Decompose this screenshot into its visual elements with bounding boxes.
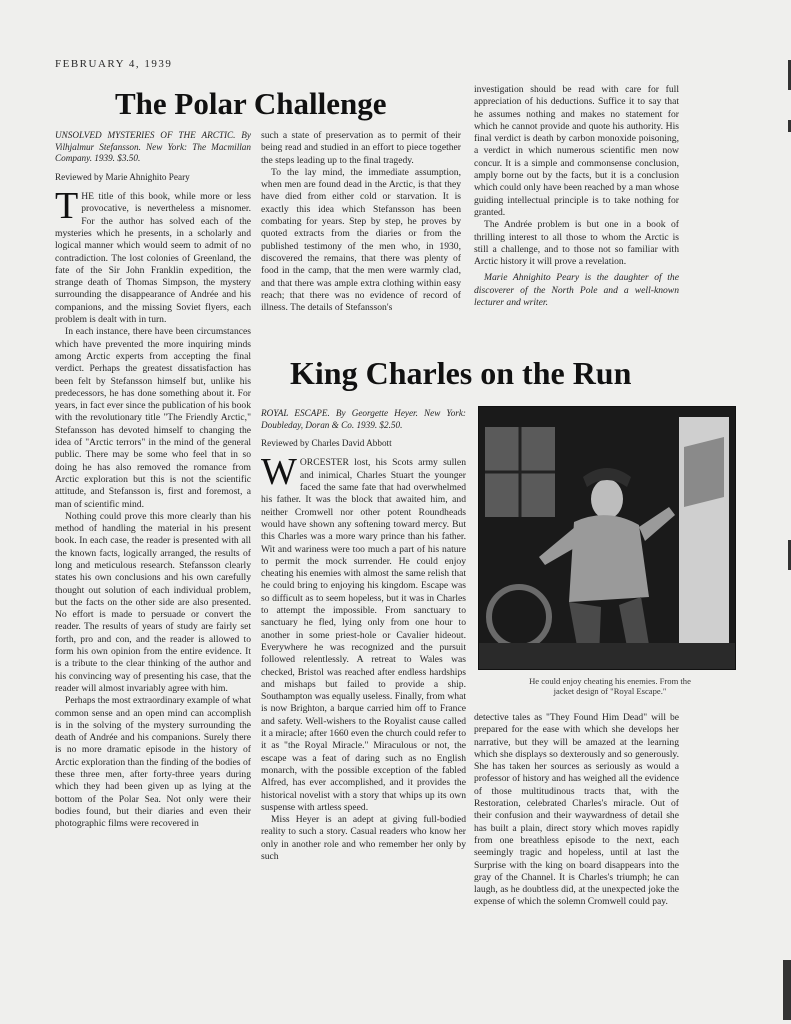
article2-reviewer: Reviewed by Charles David Abbott: [261, 438, 392, 449]
article1-paragraph: To the lay mind, the immediate assumption, when men are found dead in the Arctic, is that they have died from either cold or starvation. It is exactly this idea which Stefansson has been combating for years. Step by step, he proves by quoted extracts from the diaries or from the published testimony of the men who, in 1930, discovered the remains, that there was plenty of food in the camp, that the men were warmly clad, and that there was ample extra clothing within easy reach; that there was no evidence of record of illness. The details of Stefansson's: [261, 166, 461, 314]
article1-headline: The Polar Challenge: [115, 86, 387, 121]
article1-reviewer: Reviewed by Marie Ahnighito Peary: [55, 171, 190, 182]
article1-paragraph: Nothing could prove this more clearly than his method of handling the material in his present book. In each case, the reader is presented with all the known facts, logically arranged, the results of long and meticulous research. Stefansson clearly states his own conclusions and his own carefully thought out solution of each individual problem, but the facts on the other side are also presented. No effort is made to persuade or convert the reader. The results of years of study are fairly set forth, pro and con, and the reader is allowed to form his own opinion from the entire evidence. It is a tribute to the clear thinking of the author and his convincing way of presenting his case, that the reader will almost invariably agree with him.: [55, 510, 251, 694]
article2-headline: King Charles on the Run: [290, 355, 632, 391]
article1-paragraph: In each instance, there have been circumstances which have prevented the more inquiring minds among Arctic experts from accepting the final verdict. Perhaps the greatest dissatisfaction has been felt by Stefansson himself but, unlike his predecessors, he has done something about it. For years, in fact ever since the publication of his book with the revolutionary title "The Friendly Arctic," Stefansson has devoted himself to changing the idea of "Arctic terrors" in the mind of the general public. There may be some who feel that in so doing he has also removed the romance from Arctic exploration but this is not the scientific attitude, and Stefansson is, first and foremost, a man of scientific mind.: [55, 326, 251, 510]
article2-column-1: [261, 408, 466, 968]
royal-escape-illustration: [478, 406, 736, 670]
article2-bibliographic-info: ROYAL ESCAPE. By Georgette Heyer. New York: Doubleday, Doran & Co. 1939. $2.50.: [261, 408, 466, 430]
article1-paragraph: investigation should be read with care for full appreciation of his deductions. Suffice it to say that he assumes nothing and makes no statement for which he cannot provide and quote his authority. His final verdict is death by carbon monoxide poisoning, a verdict in which numerous scientific men now concur. It is a simple and commonsense conclusion, amply borne out by the facts, but it is a conclusion which could only have been reached by a man whose guiding intellectual principle is to take nothing for granted.: [474, 84, 679, 218]
article1-author-bio: Marie Ahnighito Peary is the daughter of the discoverer of the North Pole and a well-known lecturer and writer.: [474, 272, 679, 309]
illustration-drawing: [479, 407, 735, 669]
article2-column-2: [474, 712, 679, 964]
article2-paragraph: WORCESTER lost, his Scots army sullen and inimical, Charles Stuart the younger faced the same fate that had overwhelmed his father. It was the block that awaited him, and neither Cromwell nor other potent Roundheads would have shown any softening toward mercy. But this Charles was a more wary prince than his father. Wit and wariness were too much a part of his nature to permit the mock surrender. He could enjoy cheating his enemies with almost the same relish that he could bring to enjoying his kingdom. Escape was so difficult as to seem hopeless, but it was in Charles to attempt the impossible. From sanctuary to sanctuary he fled, lying only from one hour to another in some priest-hole or Cavalier hideout. Everywhere he was recognized and the pursuit followed relentlessly. A retreat to Wales was checked, Bristol was reached after endless hardships and mishaps but failed to provide a ship. Southampton was equally useless. Finally, from what is now Brighton, a barque carried him off to France and safety. Well-wishers to the Royalist cause called it a miracle; after 1660 even the church could refer to it as "the Royal Miracle." Miraculous or not, the escape was a feat of daring such as no English monarch, with the possible exception of the fabled Alfred, has ever accomplished, and it provides the historical novelist with a story that whips up its own suspense with artless speed.: [261, 451, 466, 813]
article1-bibliographic-info: UNSOLVED MYSTERIES OF THE ARCTIC. By Vilhjalmur Stefansson. New York: The Macmillan Company. 1939. $3.50.: [55, 130, 251, 164]
article1-paragraph: Perhaps the most extraordinary example of what common sense and an open mind can accomplish is in the solving of the mystery surrounding the death of Andrée and his companions. Surely there is no more dramatic episode in the history of Arctic exploration than the finding of the bodies of these three men, after forty-three years during which they had been given up as lying at the bottom of the Polar Sea. Not only were their bodies found, but their diaries and even their photographic films were recovered in: [55, 695, 251, 830]
article1-paragraph: such a state of preservation as to permit of their being read and studied in an effort to piece together the steps leading up to the final tragedy.: [261, 130, 461, 166]
article1-column-2: [261, 130, 461, 342]
article1-paragraph: The Andrée problem is but one in a book of thrilling interest to all those to whom the Arctic is still a challenge, and to those not so familiar with Arctic history it will prove a revelation.: [474, 219, 679, 268]
article2-paragraph: Miss Heyer is an adept at giving full-bodied reality to such a story. Casual readers who know her only in another role and who remember her only by such: [261, 814, 466, 862]
article1-column-3: [474, 84, 679, 374]
article1-paragraph: THE title of this book, while more or less provocative, is nevertheless a misnomer. For the author has solved each of the mysteries which he presents, in a scholarly and logical manner which would seem to admit of no contradiction. The lost colonies of Greenland, the fate of the Sir John Franklin expedition, the strange death of Thomas Simpson, the mystery surrounding the disappearance of Andrée and his companions, and the missing Soviet flyers, each problem is dealt with in turn.: [55, 185, 251, 326]
article2-paragraph: detective tales as "They Found Him Dead" will be prepared for the ease with which she develops her narrative, but they will be amazed at the learning which she displays so dexterously and so generously. She has taken her sources as seriously as would a professor of history and has weighed all the evidence of those multitudinous tracts that, with the Restoration, celebrated Charles's miracle. Out of their confusion and their waywardness of detail she has built a plain, direct story which moves rapidly from one breathless episode to the next, each seemingly tragic and hopeless, until at last the Surprise with the king on board disappears into the gray of the Channel. It is Charles's triumph; he can laugh, as he doubtless did, at the unexpected joke the expense of which the solemn Cromwell could pay.: [474, 712, 679, 908]
page-dateline: FEBRUARY 4, 1939: [55, 58, 173, 70]
article1-column-1: [55, 130, 251, 968]
illustration-caption: He could enjoy cheating his enemies. From the jacket design of "Royal Escape.": [529, 676, 691, 696]
